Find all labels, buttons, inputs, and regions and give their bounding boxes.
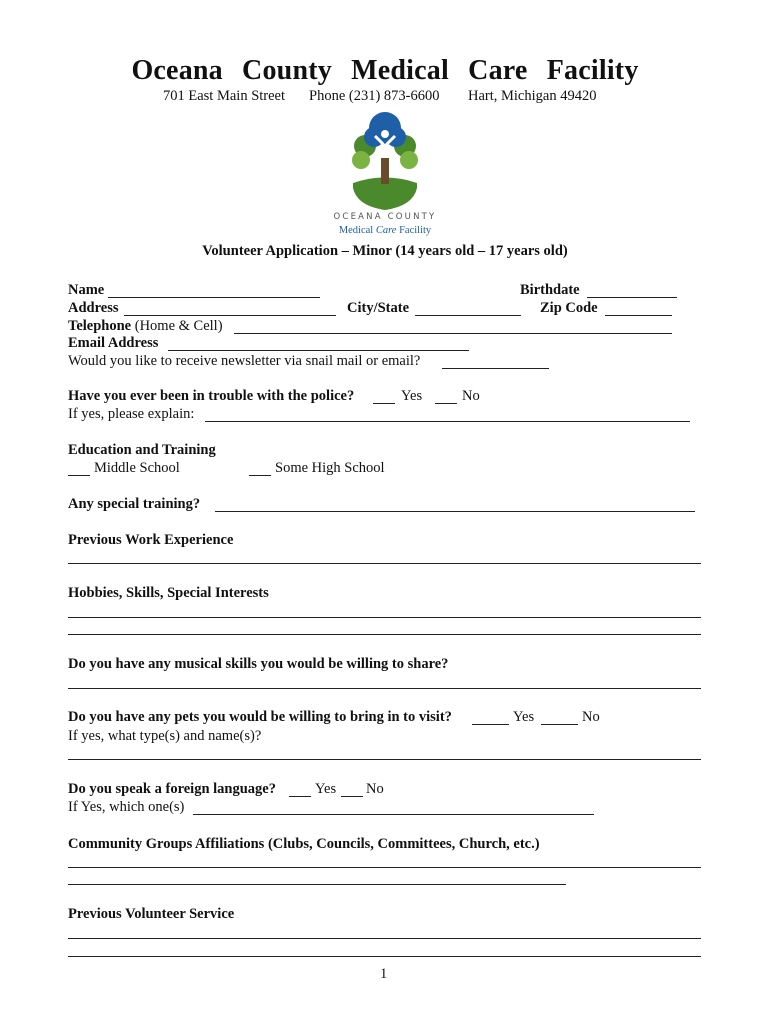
community-line-1[interactable] (68, 867, 701, 868)
language-which-label: If Yes, which one(s) (68, 799, 185, 815)
police-explain-field[interactable] (205, 421, 690, 422)
city-state-field[interactable] (415, 315, 521, 316)
volunteer-label: Previous Volunteer Service (68, 906, 235, 922)
language-yes-blank[interactable] (289, 796, 311, 797)
pets-yes-label: Yes (513, 709, 535, 725)
pets-no-label: No (582, 709, 600, 725)
community-label: Community Groups Affiliations (Clubs, Councils, Committees, Church, etc.) (68, 836, 540, 852)
community-line-2[interactable] (68, 884, 566, 885)
telephone-field[interactable] (234, 333, 672, 334)
facility-title: Oceana County Medical Care Facility (131, 55, 639, 86)
facility-logo (325, 106, 445, 241)
special-training-label: Any special training? (68, 496, 201, 512)
some-high-school-blank[interactable] (249, 475, 271, 476)
volunteer-line-2[interactable] (68, 956, 701, 957)
hobbies-line-2[interactable] (68, 634, 701, 635)
birthdate-field[interactable] (587, 297, 677, 298)
police-explain-label: If yes, please explain: (68, 406, 195, 422)
logo-line1: OCEANA COUNTY (333, 212, 437, 222)
work-experience-line[interactable] (68, 563, 701, 564)
pets-no-blank[interactable] (541, 724, 578, 725)
police-yes-label: Yes (401, 388, 423, 404)
address-label: Address (68, 300, 119, 316)
police-question: Have you ever been in trouble with the police? (68, 388, 355, 404)
special-training-field[interactable] (215, 511, 695, 512)
police-no-blank[interactable] (435, 403, 457, 404)
volunteer-line-1[interactable] (68, 938, 701, 939)
form-heading: Volunteer Application – Minor (14 years old – 17 years old) (202, 243, 568, 259)
pets-question: Do you have any pets you would be willing to bring in to visit? (68, 709, 452, 725)
newsletter-field[interactable] (442, 368, 549, 369)
city-state-label: City/State (347, 300, 410, 316)
email-field[interactable] (168, 350, 469, 351)
address-field[interactable] (124, 315, 336, 316)
telephone-label: Telephone (Home & Cell) (68, 318, 223, 334)
phone-number: Phone (231) 873-6600 (309, 88, 440, 104)
birthdate-label: Birthdate (520, 282, 580, 298)
language-no-blank[interactable] (341, 796, 363, 797)
police-no-label: No (462, 388, 480, 404)
middle-school-blank[interactable] (68, 475, 90, 476)
language-question: Do you speak a foreign language? (68, 781, 276, 797)
logo-line2: Medical Care Facility (338, 225, 432, 236)
language-no-label: No (366, 781, 384, 797)
hobbies-label: Hobbies, Skills, Special Interests (68, 585, 269, 601)
pets-line[interactable] (68, 759, 701, 760)
language-which-field[interactable] (193, 814, 594, 815)
hobbies-line-1[interactable] (68, 617, 701, 618)
musical-question: Do you have any musical skills you would be willing to share? (68, 656, 449, 672)
name-field[interactable] (108, 297, 320, 298)
name-label: Name (68, 282, 105, 298)
work-experience-label: Previous Work Experience (68, 532, 234, 548)
street-address: 701 East Main Street (163, 88, 286, 104)
some-high-school-label: Some High School (275, 460, 385, 476)
email-label: Email Address (68, 335, 159, 351)
newsletter-question: Would you like to receive newsletter via snail mail or email? (68, 353, 421, 369)
middle-school-label: Middle School (94, 460, 180, 476)
pets-type-label: If yes, what type(s) and name(s)? (68, 728, 262, 744)
zip-label: Zip Code (540, 300, 598, 316)
pets-yes-blank[interactable] (472, 724, 509, 725)
city-state-zip: Hart, Michigan 49420 (468, 88, 597, 104)
tree-logo-icon (325, 106, 445, 241)
education-heading: Education and Training (68, 442, 216, 458)
page-number: 1 (380, 966, 388, 982)
police-yes-blank[interactable] (373, 403, 395, 404)
language-yes-label: Yes (315, 781, 337, 797)
musical-line[interactable] (68, 688, 701, 689)
zip-field[interactable] (605, 315, 672, 316)
